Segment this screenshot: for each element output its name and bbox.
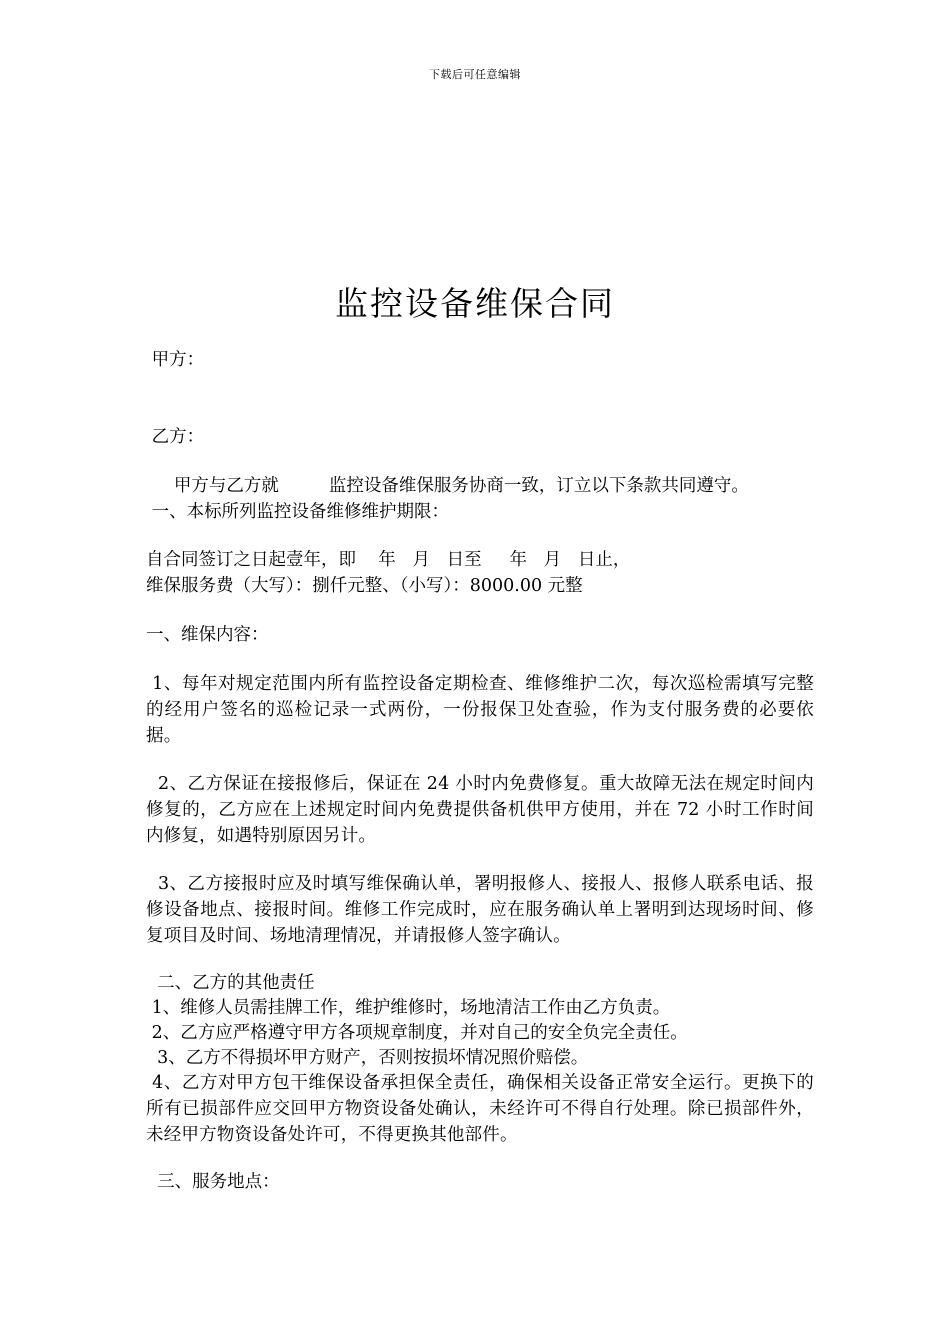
period-line: 自合同签订之日起壹年，即 年 月 日至 年 月 日止， (146, 550, 631, 570)
page-header-note: 下载后可任意编辑 (429, 68, 521, 81)
responsibility-item-2: 2、乙方应严格遵守甲方各项规章制度，并对自己的安全负完全责任。 (146, 1023, 688, 1043)
fee-line: 维保服务费（大写）：捌仟元整、（小写）：8000.00 元整 (146, 576, 583, 596)
party-a-label: 甲方： (146, 350, 205, 370)
section-responsibility-heading: 二、乙方的其他责任 (146, 973, 315, 993)
section-period-heading: 一、本标所列监控设备维修维护期限： (146, 502, 450, 522)
party-b-label: 乙方： (146, 427, 205, 447)
responsibility-item-1: 1、维修人员需挂牌工作，维护维修时，场地清洁工作由乙方负责。 (146, 998, 671, 1018)
content-item-1: 1、每年对规定范围内所有监控设备定期检查、维修维护二次，每次巡检需填写完整的经用户签名的巡检记录一式两份，一份报保卫处查验，作为支付服务费的必要依据。 (146, 674, 815, 746)
content-item-2: 2、乙方保证在接报修后，保证在 24 小时内免费修复。重大故障无法在规定时间内修复的，乙方应在上述规定时间内免费提供备机供甲方使用，并在 72 小时工作时间内修复，如遇特别原因另计。 (146, 774, 815, 846)
responsibility-item-4: 4、乙方对甲方包干维保设备承担保全责任，确保相关设备正常安全运行。更换下的所有已损部件应交回甲方物资设备处确认，未经许可不得自行处理。除已损部件外，未经甲方物资设备处许可，不得更换其他部件。 (146, 1073, 815, 1145)
section-location-heading: 三、服务地点： (146, 1172, 280, 1192)
section-content-heading: 一、维保内容： (146, 625, 269, 645)
document-title: 监控设备维保合同 (335, 284, 615, 323)
intro-paragraph: 甲方与乙方就 监控设备维保服务协商一致，订立以下条款共同遵守。 (146, 476, 749, 496)
content-item-3: 3、乙方接报时应及时填写维保确认单，署明报修人、接报人、报修人联系电话、报修设备地点、接报时间。维修工作完成时，应在服务确认单上署明到达现场时间、修复项目及时间、场地清理情况，并请报修人签字确认。 (146, 874, 815, 946)
responsibility-item-3: 3、乙方不得损坏甲方财产，否则按损坏情况照价赔偿。 (146, 1048, 589, 1068)
